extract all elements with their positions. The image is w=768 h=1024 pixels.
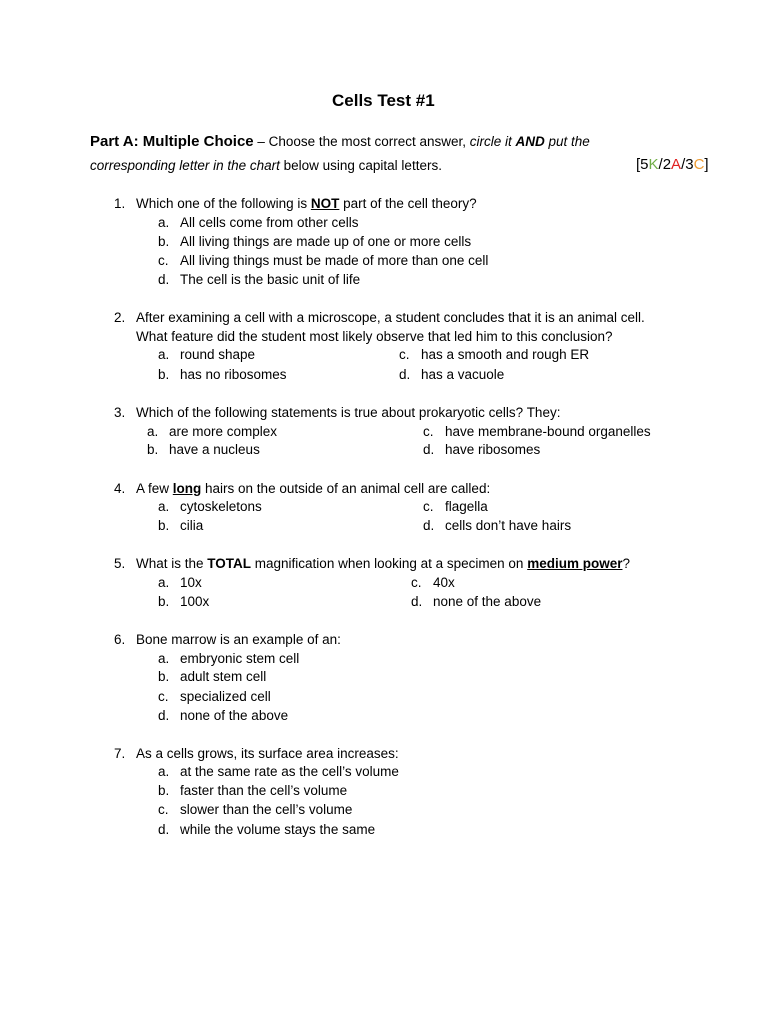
option-text: The cell is the basic unit of life — [180, 272, 361, 287]
question-emphasis: long — [172, 481, 202, 496]
question-1-text — [136, 195, 477, 213]
option-text: 10x — [180, 575, 202, 590]
option-text: All cells come from other cells — [180, 215, 359, 230]
option-letter: a. — [147, 424, 159, 439]
option-letter: d. — [158, 708, 170, 723]
option-letter: c. — [423, 424, 434, 439]
option-letter: b. — [147, 442, 159, 457]
option-text: none of the above — [433, 594, 542, 609]
question-2-number: 2. — [114, 310, 126, 325]
question-text: magnification when looking at a specimen on — [251, 556, 528, 571]
question-text: Which one of the following is — [136, 196, 311, 211]
option-letter: c. — [399, 347, 410, 362]
option-text: have a nucleus — [169, 442, 260, 457]
bracket: ] — [704, 156, 709, 173]
option-letter: d. — [158, 822, 170, 837]
question-type-ratio — [636, 156, 709, 174]
option-letter: b. — [158, 669, 170, 684]
option-text: flagella — [445, 499, 488, 514]
question-3-number: 3. — [114, 405, 126, 420]
question-7-text: As a cells grows, its surface area increases: — [136, 746, 399, 761]
separator: / — [681, 156, 686, 173]
option-text: faster than the cell’s volume — [180, 783, 348, 798]
question-3-text: Which of the following statements is true about prokaryotic cells? They: — [136, 405, 561, 420]
instruction-emphasis: AND — [515, 134, 545, 149]
option-letter: b. — [158, 783, 170, 798]
question-emphasis: TOTAL — [207, 556, 252, 571]
question-text: part of the cell theory? — [339, 196, 477, 211]
page-title: Cells Test #1 — [332, 91, 435, 110]
question-5-text — [136, 555, 630, 573]
instruction-text: corresponding letter in the chart — [90, 158, 280, 173]
question-5-number: 5. — [114, 556, 126, 571]
question-emphasis: medium power — [527, 556, 623, 571]
option-letter: b. — [158, 234, 170, 249]
option-text: have membrane-bound organelles — [445, 424, 651, 439]
communication-letter: C — [693, 156, 705, 173]
knowledge-letter: K — [648, 156, 659, 173]
option-text: cytoskeletons — [180, 499, 262, 514]
question-6-text: Bone marrow is an example of an: — [136, 632, 341, 647]
option-letter: d. — [158, 272, 170, 287]
instruction-text: circle it — [469, 134, 516, 149]
part-a-heading: Part A: Multiple Choice — [90, 133, 254, 150]
option-letter: c. — [423, 499, 434, 514]
option-text: 40x — [433, 575, 455, 590]
option-text: cells don’t have hairs — [445, 518, 572, 533]
option-letter: c. — [158, 689, 169, 704]
option-text: has a smooth and rough ER — [421, 347, 590, 362]
option-text: All living things must be made of more than one cell — [180, 253, 489, 268]
bracket: [ — [636, 156, 641, 173]
option-letter: a. — [158, 651, 170, 666]
option-text: has no ribosomes — [180, 367, 287, 382]
question-text: ? — [622, 556, 630, 571]
option-letter: a. — [158, 764, 170, 779]
question-text: hairs on the outside of an animal cell are called: — [201, 481, 491, 496]
option-letter: d. — [399, 367, 411, 382]
option-text: none of the above — [180, 708, 289, 723]
option-text: are more complex — [169, 424, 278, 439]
option-letter: b. — [158, 518, 170, 533]
option-letter: a. — [158, 347, 170, 362]
instruction-text: put the — [544, 134, 590, 149]
option-text: 100x — [180, 594, 210, 609]
option-text: cilia — [180, 518, 204, 533]
option-letter: a. — [158, 575, 170, 590]
option-text: have ribosomes — [445, 442, 541, 457]
option-letter: a. — [158, 499, 170, 514]
instruction-text: – Choose the most correct answer, — [253, 134, 470, 149]
option-text: embryonic stem cell — [180, 651, 300, 666]
option-text: round shape — [180, 347, 256, 362]
instruction-text: below using capital letters. — [279, 158, 442, 173]
question-text: What is the — [136, 556, 208, 571]
question-4-text — [136, 480, 490, 498]
knowledge-count: 5 — [640, 156, 649, 173]
application-letter: A — [671, 156, 682, 173]
communication-count: 3 — [685, 156, 694, 173]
option-text: at the same rate as the cell’s volume — [180, 764, 399, 779]
question-2-text-line2: What feature did the student most likely observe that led him to this conclusion? — [136, 329, 613, 344]
option-letter: c. — [411, 575, 422, 590]
question-2-text: After examining a cell with a microscope, a student concludes that it is an animal cell. — [136, 310, 645, 325]
option-text: slower than the cell’s volume — [180, 802, 353, 817]
application-count: 2 — [662, 156, 672, 173]
option-letter: b. — [158, 367, 170, 382]
separator: / — [658, 156, 663, 173]
option-letter: d. — [423, 518, 435, 533]
question-7-number: 7. — [114, 746, 126, 761]
option-letter: d. — [411, 594, 423, 609]
option-text: adult stem cell — [180, 669, 267, 684]
question-emphasis: NOT — [310, 196, 340, 211]
option-text: All living things are made up of one or more cells — [180, 234, 472, 249]
question-text: A few — [136, 481, 173, 496]
question-1-number: 1. — [114, 196, 126, 211]
option-text: specialized cell — [180, 689, 271, 704]
option-letter: c. — [158, 802, 169, 817]
part-a-instructions-line2 — [90, 157, 442, 175]
option-letter: a. — [158, 215, 170, 230]
option-letter: c. — [158, 253, 169, 268]
option-text: while the volume stays the same — [180, 822, 376, 837]
option-letter: d. — [423, 442, 435, 457]
question-6-number: 6. — [114, 632, 126, 647]
part-a-instructions — [90, 133, 590, 151]
question-4-number: 4. — [114, 481, 126, 496]
option-letter: b. — [158, 594, 170, 609]
option-text: has a vacuole — [421, 367, 505, 382]
